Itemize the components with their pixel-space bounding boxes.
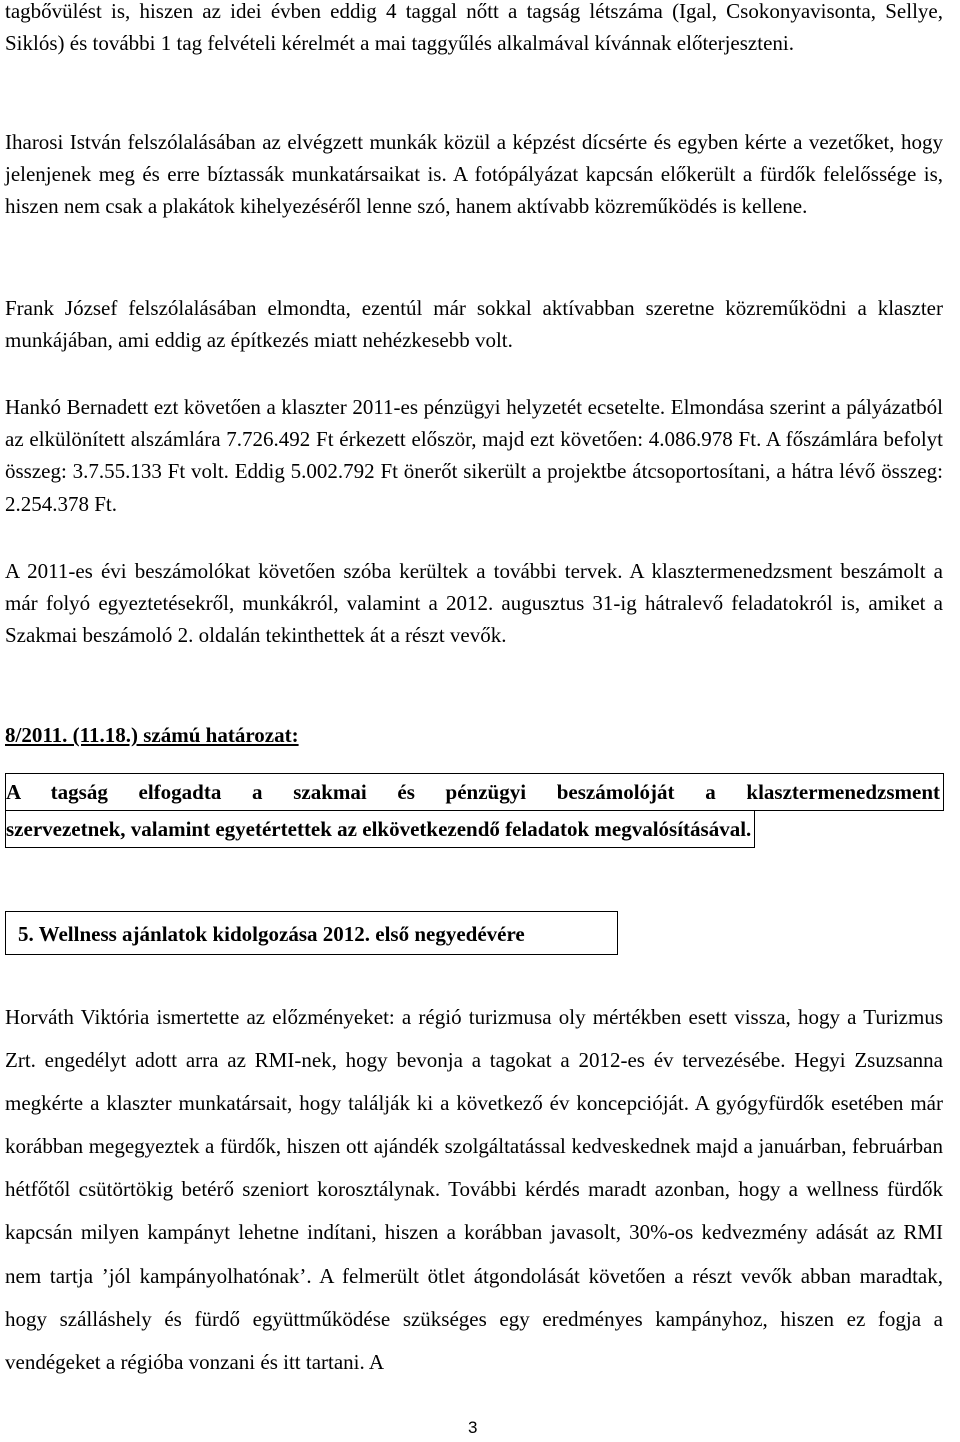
paragraph-frank-comment: Frank József felszólalásában elmondta, ezentúl már sokkal aktívabban szeretne közreműködni a klaszter munkájában, ami eddig az építkezés miatt nehézkesebb volt. xyxy=(5,296,943,353)
paragraph-iharosi-comment: Iharosi István felszólalásában az elvégzett munkák közül a képzést dícsérte és egyben kérte a vezetőket, hogy jelenjenek meg és erre bíztassák munkatársaikat is. A fotópályázat kapcsán előkerült a fürdők felelőssége is, hiszen nem csak a plakátok kihelyezéséről lenne szó, hanem aktívabb közreműködés is kellene. xyxy=(5,130,943,219)
page-number: 3 xyxy=(468,1418,478,1437)
resolution-line-1: A tagság elfogadta a szakmai és pénzügyi beszámolóját a klasztermenedzsment xyxy=(5,773,944,811)
resolution-box xyxy=(5,773,943,848)
resolution-title: 8/2011. (11.18.) számú határozat: xyxy=(5,723,299,747)
paragraph-wellness-offers: Horváth Viktória ismertette az előzményeket: a régió turizmusa oly mértékben esett vissza, hogy a Turizmus Zrt. engedélyt adott arra az RMI-nek, hogy bevonja a tagokat a 2012-es év tervezésébe. Hegyi Zsuzsanna megkérte a klaszter munkatársait, hogy találják ki a következő év koncepcióját. A gyógyfürdők esetében már korábban megegyeztek a fürdők, hiszen ott ajándék szolgáltatással kedveskednek majd a januárban, februárban hétfőtől csütörtökig betérő szeniort korosztálynak. További kérdés maradt azonban, hogy a wellness fürdők kapcsán milyen kampányt lehetne indítani, hiszen a korábban javasolt, 30%-os kedvezmény adását az RMI nem tartja ’jól kampányolhatónak’. A felmerült ötlet átgondolását követően a részt vevők abban maradtak, hogy szálláshely és fürdő együttműködése szükséges egy eredményes kampányhoz, hiszen ez fogja a vendégeket a régióba vonzani és itt tartani. A xyxy=(5,1005,943,1374)
paragraph-financial-report: Hankó Bernadett ezt követően a klaszter 2011-es pénzügyi helyzetét ecsetelte. Elmondása szerint a pályázatból az elkülönített alszámlára 7.726.492 Ft érkezett először, majd ezt követően: 4.086.978 Ft. A főszámlára befolyt összeg: 3.7.55.133 Ft volt. Eddig 5.002.792 Ft önerőt sikerült a projektbe átcsoportosítani, a hátra lévő összeg: 2.254.378 Ft. xyxy=(5,395,943,516)
section-5-heading: 5. Wellness ajánlatok kidolgozása 2012. első negyedévére xyxy=(5,911,618,955)
paragraph-membership-growth: tagbővülést is, hiszen az idei évben eddig 4 taggal nőtt a tagság létszáma (Igal, Csokonyavisonta, Sellye, Siklós) és további 1 tag felvételi kérelmét a mai taggyűlés alkalmával kívánnak előterjeszteni. xyxy=(5,0,943,56)
paragraph-future-plans: A 2011-es évi beszámolókat követően szóba kerültek a további tervek. A klasztermenedzsment beszámolt a már folyó egyeztetésekről, munkákról, valamint a 2012. augusztus 31-ig hátralevő feladatokról is, amiket a Szakmai beszámoló 2. oldalán tekinthettek át a részt vevők. xyxy=(5,559,943,648)
resolution-line-2: szervezetnek, valamint egyetértettek az elkövetkezendő feladatok megvalósításával. xyxy=(5,811,755,848)
